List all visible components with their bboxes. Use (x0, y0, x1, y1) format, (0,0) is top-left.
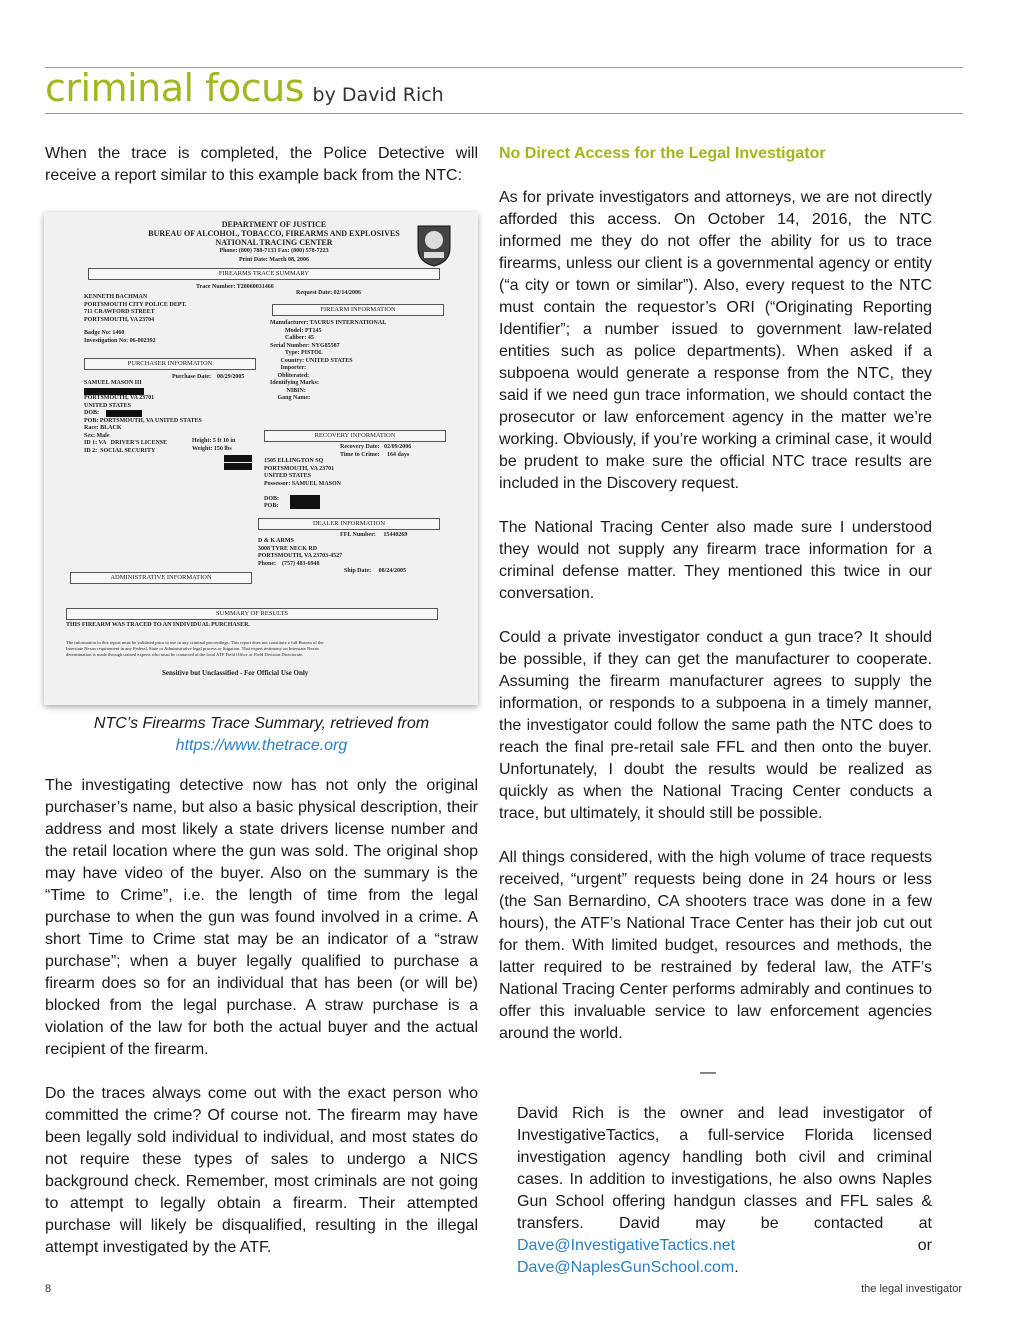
left-paragraph-3: Do the traces always come out with the exact person who committed the crime? Of course not. The firearm may have been legally sold individual to individual, and most states do not require these types of sales to undergo a NICS background check. Remember, most criminals are not going to attempt to legally obtain a firearm. Their attempted purchase will likely be disqualified, resulting in the illegal attempt investigated by the ATF. (45, 1085, 478, 1256)
figure-ffl-number: FFL Number: 15440269 (340, 532, 408, 538)
figure-purchaser-title: PURCHASER INFORMATION (127, 360, 213, 367)
atf-seal-icon (414, 222, 454, 268)
figure-dept-line: DEPARTMENT OF JUSTICE (221, 220, 327, 229)
email-link-investigative-tactics[interactable]: Dave@InvestigativeTactics.net (517, 1237, 736, 1254)
figure-results-title: SUMMARY OF RESULTS (215, 610, 289, 617)
left-column-intro (45, 143, 478, 187)
figure-caption (45, 713, 478, 757)
left-column-body (45, 775, 478, 1259)
figure-purchaser-box (84, 358, 256, 370)
figure-firearm-details: Manufacturer: TAURUS INTERNATIONAL Model: PT145 Caliber: 45 Serial Number: NYG85587 Type: PISTOL Country: UNITED STATES Importer: Obliterated: Identifying Marks: NIBIN: Gang Name: (270, 320, 387, 401)
figure-dealer-title: DEALER INFORMATION (312, 520, 386, 527)
author-bio (517, 1103, 932, 1279)
figure-recovery-title: RECOVERY INFORMATION (314, 432, 396, 439)
figure-classification: Sensitive but Unclassified - For Official Use Only (162, 669, 309, 677)
figure-admin-box (70, 572, 252, 584)
bio-paragraph (517, 1103, 932, 1279)
figure-recovery-address: 1505 ELLINGTON SQ PORTSMOUTH, VA 23701 UNITED STATES Possessor: SAMUEL MASON DOB: POB: (264, 458, 342, 509)
right-paragraph-3: Could a private investigator conduct a gun trace? It should be possible, if they can get the manufacturer to cooperate. Assuming the firearm manufacturer agrees to supply the information, or responds to a subpoena in a timely manner, the investigator could follow the same path the NTC does to reach the final pre-retail sale FFL and then onto the buyer. Unfortunately, I doubt the results would be realized as quickly as when the National Tracing Center conducts a trace, but ultimately, it should still be possible. (499, 629, 932, 822)
figure-results-text: THIS FIREARM WAS TRACED TO AN INDIVIDUAL PURCHASER. (66, 622, 250, 628)
figure-dept-line: Phone: (800) 788-7133 Fax: (800) 578-7223 (219, 248, 329, 254)
page-number: 8 (45, 1283, 52, 1295)
bio-or: or (917, 1237, 932, 1254)
figure-purchase-date: Purchase Date: 08/29/2005 (172, 374, 245, 380)
figure-dealer-details: D & K ARMS 3008 TYRE NECK RD PORTSMOUTH, VA 23703-4527 Phone: (757) 483-6948 (258, 538, 343, 567)
header-rule (45, 113, 963, 114)
section-title: criminal focus (45, 66, 305, 110)
right-paragraph-2: The National Tracing Center also made sure I understood they would not supply any firearm trace information for a criminal defense matter. They mentioned this twice in our conversation. (499, 519, 932, 602)
caption-link[interactable]: https://www.thetrace.org (175, 737, 348, 754)
section-subhead: No Direct Access for the Legal Investigator (499, 145, 826, 162)
figure-redaction (84, 388, 144, 395)
figure-redaction (290, 502, 320, 509)
figure-firearm-box (272, 304, 444, 316)
figure-dept-line: NATIONAL TRACING CENTER (215, 238, 333, 247)
byline: by David Rich (312, 84, 444, 106)
section-separator: — (700, 1064, 716, 1081)
right-paragraph-4: All things considered, with the high volume of trace requests received, “urgent” requests being done in 24 hours or less (the San Bernardino, CA shooters trace was done in a few hours), the ATF’s National Trace Center has their job cut out for them. With limited budget, resources and methods, the latter required to be restrained by federal law, the ATF’s National Tracing Center performs admirably and continues to offer this invaluable service to law enforcement agencies around the world. (499, 849, 932, 1042)
figure-requestor: KENNETH BACHMAN PORTSMOUTH CITY POLICE DEPT. 711 CRAWFORD STREET PORTSMOUTH, VA 23704 (84, 294, 187, 323)
bio-text: David Rich is the owner and lead investigator of InvestigativeTactics, a full-service Florida licensed investigation agency handling both civil and criminal cases. In addition to investigations, he also owns Naples Gun School offering handgun classes and FFL sales & transfers. David may be contacted at (517, 1105, 932, 1232)
figure-redaction (224, 463, 252, 470)
caption-text: NTC’s Firearms Trace Summary, retrieved from (93, 715, 430, 732)
trace-summary-figure (44, 212, 478, 705)
bio-end: . (734, 1259, 739, 1276)
page-header (45, 66, 444, 110)
figure-redaction (224, 455, 252, 462)
figure-ship-date: Ship Date: 08/24/2005 (344, 568, 407, 574)
publication-name: the legal investigator (861, 1283, 962, 1295)
figure-trace-number: Trace Number: T20060031466 (196, 284, 274, 290)
figure-redaction (106, 410, 142, 417)
figure-disclaimer: The information in this report must be validated prior to use in any criminal proceedings. This report does not constitute a full Bureau of the Interstate Nexus requirement in any Federal, State or Administrative legal process or litigation. That expert testimony on Interstate Nexus determination is made through trained experts who must be contacted at the local ATF Field Office or Field Division Directorate. (66, 640, 324, 657)
email-link-naples-gun-school[interactable]: Dave@NaplesGunSchool.com (517, 1259, 735, 1276)
figure-dept-line: BUREAU OF ALCOHOL, TOBACCO, FIREARMS AND EXPLOSIVES (148, 229, 400, 238)
right-column (499, 143, 932, 1045)
figure-dealer-box (258, 518, 440, 530)
intro-paragraph: When the trace is completed, the Police Detective will receive a report similar to this example back from the NTC: (45, 145, 478, 184)
figure-department-heading (144, 220, 404, 265)
figure-physical: Height: 5 ft 10 in Weight: 150 lbs (192, 438, 236, 452)
figure-request-date: Request Date: 02/14/2006 (296, 290, 361, 296)
figure-badge: Badge No: 1460 Investigation No: 06-002392 (84, 330, 156, 344)
right-paragraph-1: As for private investigators and attorneys, we are not directly afforded this access. On October 14, 2016, the NTC informed me they do not offer the ability for us to trace firearms, unless our client is a governmental agency or entity (“a city or town or similar”). Also, every request to the NTC must contain the requestor’s ORI (“Originating Reporting Identifier”; a number issued to government law-related entities such as police departments). When asked if a subpoena would generate a response from the NTC, they said if we need gun trace information, we should contact the prosecutor or law enforcement agency in the matter we’re working. Obviously, if you’re working a criminal case, it would be prudent to make sure the official NTC trace results are included in the Discovery request. (499, 189, 932, 492)
figure-recovery-box (264, 430, 446, 442)
left-paragraph-2: The investigating detective now has not only the original purchaser’s name, but also a basic physical description, their address and most likely a state drivers license number and the retail location where the gun was sold. The original shop may have video of the buyer. Also on the summary is the “Time to Crime”, i.e. the length of time from the legal purchase to when the gun was found involved in a crime. A short Time to Crime stat may be an indicator of a “straw purchase”; when a buyer legally qualified to purchase a firearm does so for an individual that has been (or will be) blocked from the legal purchase. A straw purchase is a violation of the law for both the actual buyer and the actual recipient of the firearm. (45, 777, 478, 1058)
figure-redaction (290, 495, 320, 502)
figure-results-box (66, 608, 438, 620)
figure-summary-box (88, 268, 440, 280)
figure-firearm-title: FIREARM INFORMATION (320, 306, 396, 313)
figure-summary-title: FIREARMS TRACE SUMMARY (218, 270, 310, 277)
figure-dept-line: Print Date: March 08, 2006 (238, 257, 310, 263)
figure-admin-title: ADMINISTRATIVE INFORMATION (110, 574, 212, 581)
figure-recovery-details: Recovery Date: 02/09/2006 Time to Crime: 164 days (340, 444, 412, 458)
figure-purchaser-details: SAMUEL MASON III PORTSMOUTH, VA 23701 UNITED STATES DOB: POB: PORTSMOUTH, VA UNITED STATES Race: BLACK Sex: Male ID 1: VA DRIVER'S LICENSE ID 2: SOCIAL SECURITY (84, 380, 202, 454)
